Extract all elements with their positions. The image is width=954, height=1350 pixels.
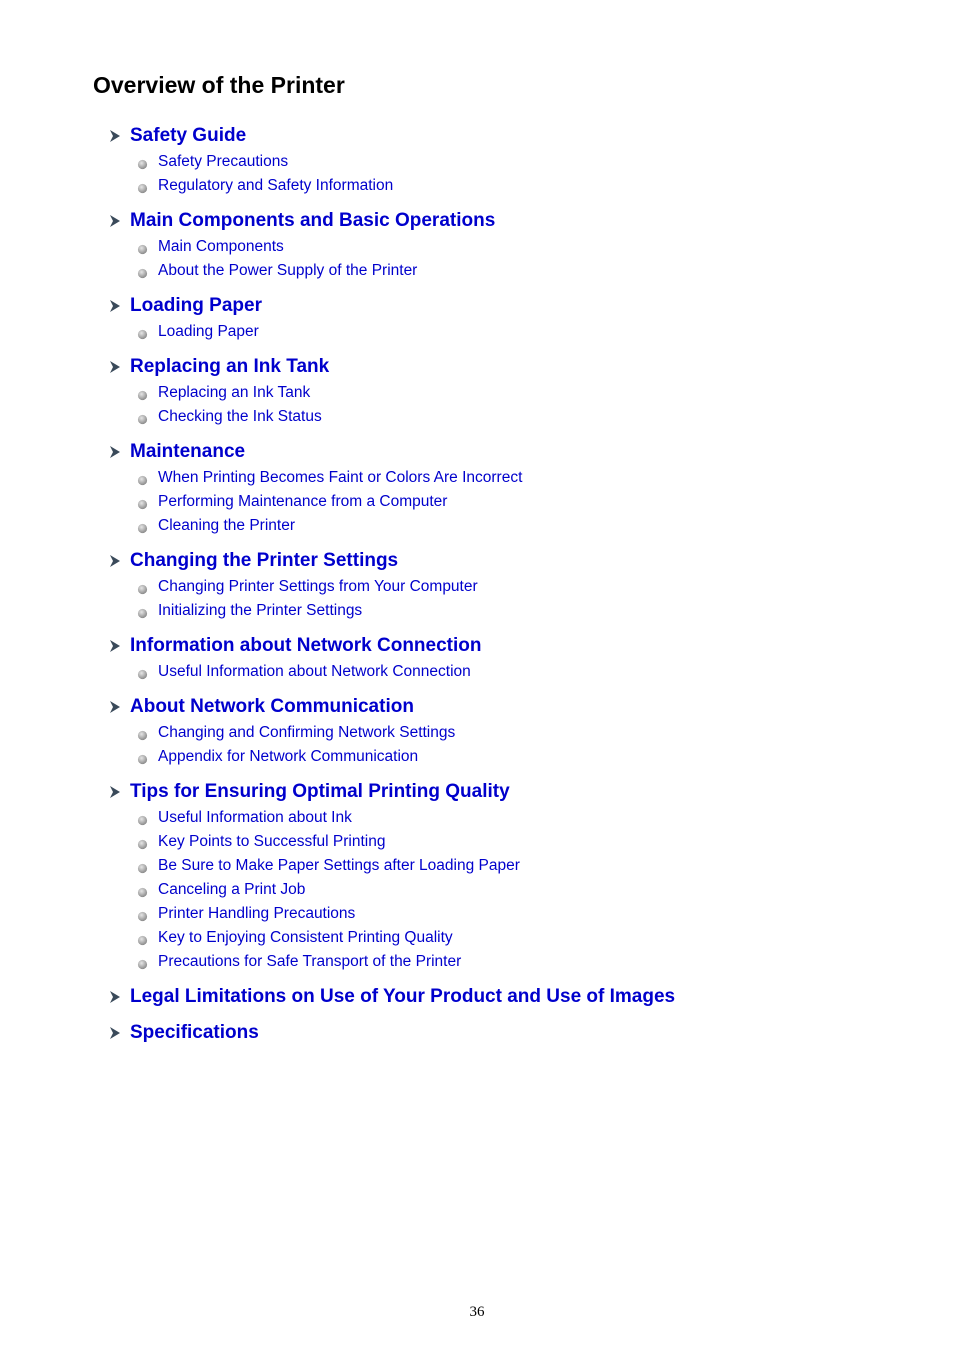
list-item: [108, 490, 908, 514]
chevron-right-icon: [108, 785, 122, 799]
section-heading: [108, 438, 908, 466]
list-item: [108, 830, 908, 854]
item-link[interactable]: Regulatory and Safety Information: [158, 177, 394, 194]
list-item: [108, 405, 908, 429]
bullet-icon: [137, 521, 148, 532]
chevron-right-icon: [108, 299, 122, 313]
toc-section: [108, 292, 908, 344]
chevron-right-icon: [108, 129, 122, 143]
section-heading: [108, 292, 908, 320]
toc-section: [108, 632, 908, 684]
item-link[interactable]: Useful Information about Network Connection: [158, 663, 471, 680]
list-item: [108, 926, 908, 950]
list-item: [108, 878, 908, 902]
list-item: [108, 514, 908, 538]
page-title: Overview of the Printer: [93, 72, 345, 98]
section-link[interactable]: Tips for Ensuring Optimal Printing Quality: [130, 781, 510, 802]
bullet-icon: [137, 933, 148, 944]
section-heading: [108, 693, 908, 721]
section-heading: [108, 983, 908, 1011]
list-item: [108, 466, 908, 490]
section-heading: [108, 1019, 908, 1047]
section-items: [108, 721, 908, 769]
toc-section: [108, 983, 908, 1011]
section-heading: [108, 778, 908, 806]
item-link[interactable]: Changing and Confirming Network Settings: [158, 724, 456, 741]
section-items: [108, 806, 908, 974]
item-link[interactable]: Be Sure to Make Paper Settings after Loading Paper: [158, 857, 520, 874]
item-link[interactable]: About the Power Supply of the Printer: [158, 262, 418, 279]
item-link[interactable]: Main Components: [158, 238, 284, 255]
item-link[interactable]: Appendix for Network Communication: [158, 748, 419, 765]
toc-section: [108, 1019, 908, 1047]
item-link[interactable]: Useful Information about Ink: [158, 809, 352, 826]
list-item: [108, 806, 908, 830]
list-item: [108, 745, 908, 769]
section-items: [108, 235, 908, 283]
bullet-icon: [137, 157, 148, 168]
list-item: [108, 575, 908, 599]
section-heading: [108, 353, 908, 381]
section-link[interactable]: Main Components and Basic Operations: [130, 210, 496, 231]
list-item: [108, 660, 908, 684]
item-link[interactable]: Cleaning the Printer: [158, 517, 295, 534]
chevron-right-icon: [108, 1026, 122, 1040]
section-link[interactable]: Safety Guide: [130, 125, 247, 146]
section-link[interactable]: Loading Paper: [130, 295, 262, 316]
item-link[interactable]: Replacing an Ink Tank: [158, 384, 311, 401]
bullet-icon: [137, 266, 148, 277]
item-link[interactable]: When Printing Becomes Faint or Colors Are Incorrect: [158, 469, 523, 486]
table-of-contents: [108, 122, 908, 1055]
toc-section: [108, 693, 908, 769]
chevron-right-icon: [108, 445, 122, 459]
section-items: [108, 575, 908, 623]
toc-section: [108, 353, 908, 429]
section-link[interactable]: Changing the Printer Settings: [130, 550, 399, 571]
item-link[interactable]: Changing Printer Settings from Your Computer: [158, 578, 478, 595]
chevron-right-icon: [108, 639, 122, 653]
item-link[interactable]: Performing Maintenance from a Computer: [158, 493, 448, 510]
section-heading: [108, 207, 908, 235]
item-link[interactable]: Precautions for Safe Transport of the Printer: [158, 953, 462, 970]
chevron-right-icon: [108, 554, 122, 568]
item-link[interactable]: Loading Paper: [158, 323, 259, 340]
list-item: [108, 320, 908, 344]
section-items: [108, 660, 908, 684]
section-link[interactable]: Replacing an Ink Tank: [130, 356, 330, 377]
bullet-icon: [137, 412, 148, 423]
list-item: [108, 950, 908, 974]
list-item: [108, 599, 908, 623]
chevron-right-icon: [108, 214, 122, 228]
bullet-icon: [137, 667, 148, 678]
item-link[interactable]: Key to Enjoying Consistent Printing Quality: [158, 929, 453, 946]
list-item: [108, 150, 908, 174]
item-link[interactable]: Initializing the Printer Settings: [158, 602, 363, 619]
bullet-icon: [137, 497, 148, 508]
bullet-icon: [137, 606, 148, 617]
bullet-icon: [137, 752, 148, 763]
page-number: 36: [469, 1304, 485, 1320]
bullet-icon: [137, 327, 148, 338]
list-item: [108, 381, 908, 405]
toc-section: [108, 207, 908, 283]
list-item: [108, 902, 908, 926]
section-link[interactable]: Maintenance: [130, 441, 246, 462]
bullet-icon: [137, 861, 148, 872]
section-link[interactable]: Legal Limitations on Use of Your Product and Use of Images: [130, 986, 676, 1007]
section-heading: [108, 122, 908, 150]
toc-section: [108, 778, 908, 974]
bullet-icon: [137, 957, 148, 968]
list-item: [108, 721, 908, 745]
bullet-icon: [137, 388, 148, 399]
item-link[interactable]: Canceling a Print Job: [158, 881, 306, 898]
section-link[interactable]: Specifications: [130, 1022, 259, 1043]
section-items: [108, 320, 908, 344]
section-items: [108, 466, 908, 538]
toc-section: [108, 547, 908, 623]
section-heading: [108, 547, 908, 575]
list-item: [108, 235, 908, 259]
item-link[interactable]: Printer Handling Precautions: [158, 905, 356, 922]
bullet-icon: [137, 813, 148, 824]
bullet-icon: [137, 837, 148, 848]
toc-section: [108, 122, 908, 198]
list-item: [108, 174, 908, 198]
section-items: [108, 381, 908, 429]
bullet-icon: [137, 885, 148, 896]
bullet-icon: [137, 728, 148, 739]
chevron-right-icon: [108, 700, 122, 714]
section-items: [108, 150, 908, 198]
section-link[interactable]: About Network Communication: [130, 696, 414, 717]
chevron-right-icon: [108, 990, 122, 1004]
bullet-icon: [137, 473, 148, 484]
bullet-icon: [137, 181, 148, 192]
bullet-icon: [137, 242, 148, 253]
item-link[interactable]: Safety Precautions: [158, 153, 289, 170]
list-item: [108, 259, 908, 283]
bullet-icon: [137, 582, 148, 593]
toc-section: [108, 438, 908, 538]
section-heading: [108, 632, 908, 660]
chevron-right-icon: [108, 360, 122, 374]
list-item: [108, 854, 908, 878]
item-link[interactable]: Key Points to Successful Printing: [158, 833, 386, 850]
item-link[interactable]: Checking the Ink Status: [158, 408, 322, 425]
bullet-icon: [137, 909, 148, 920]
section-link[interactable]: Information about Network Connection: [130, 635, 482, 656]
